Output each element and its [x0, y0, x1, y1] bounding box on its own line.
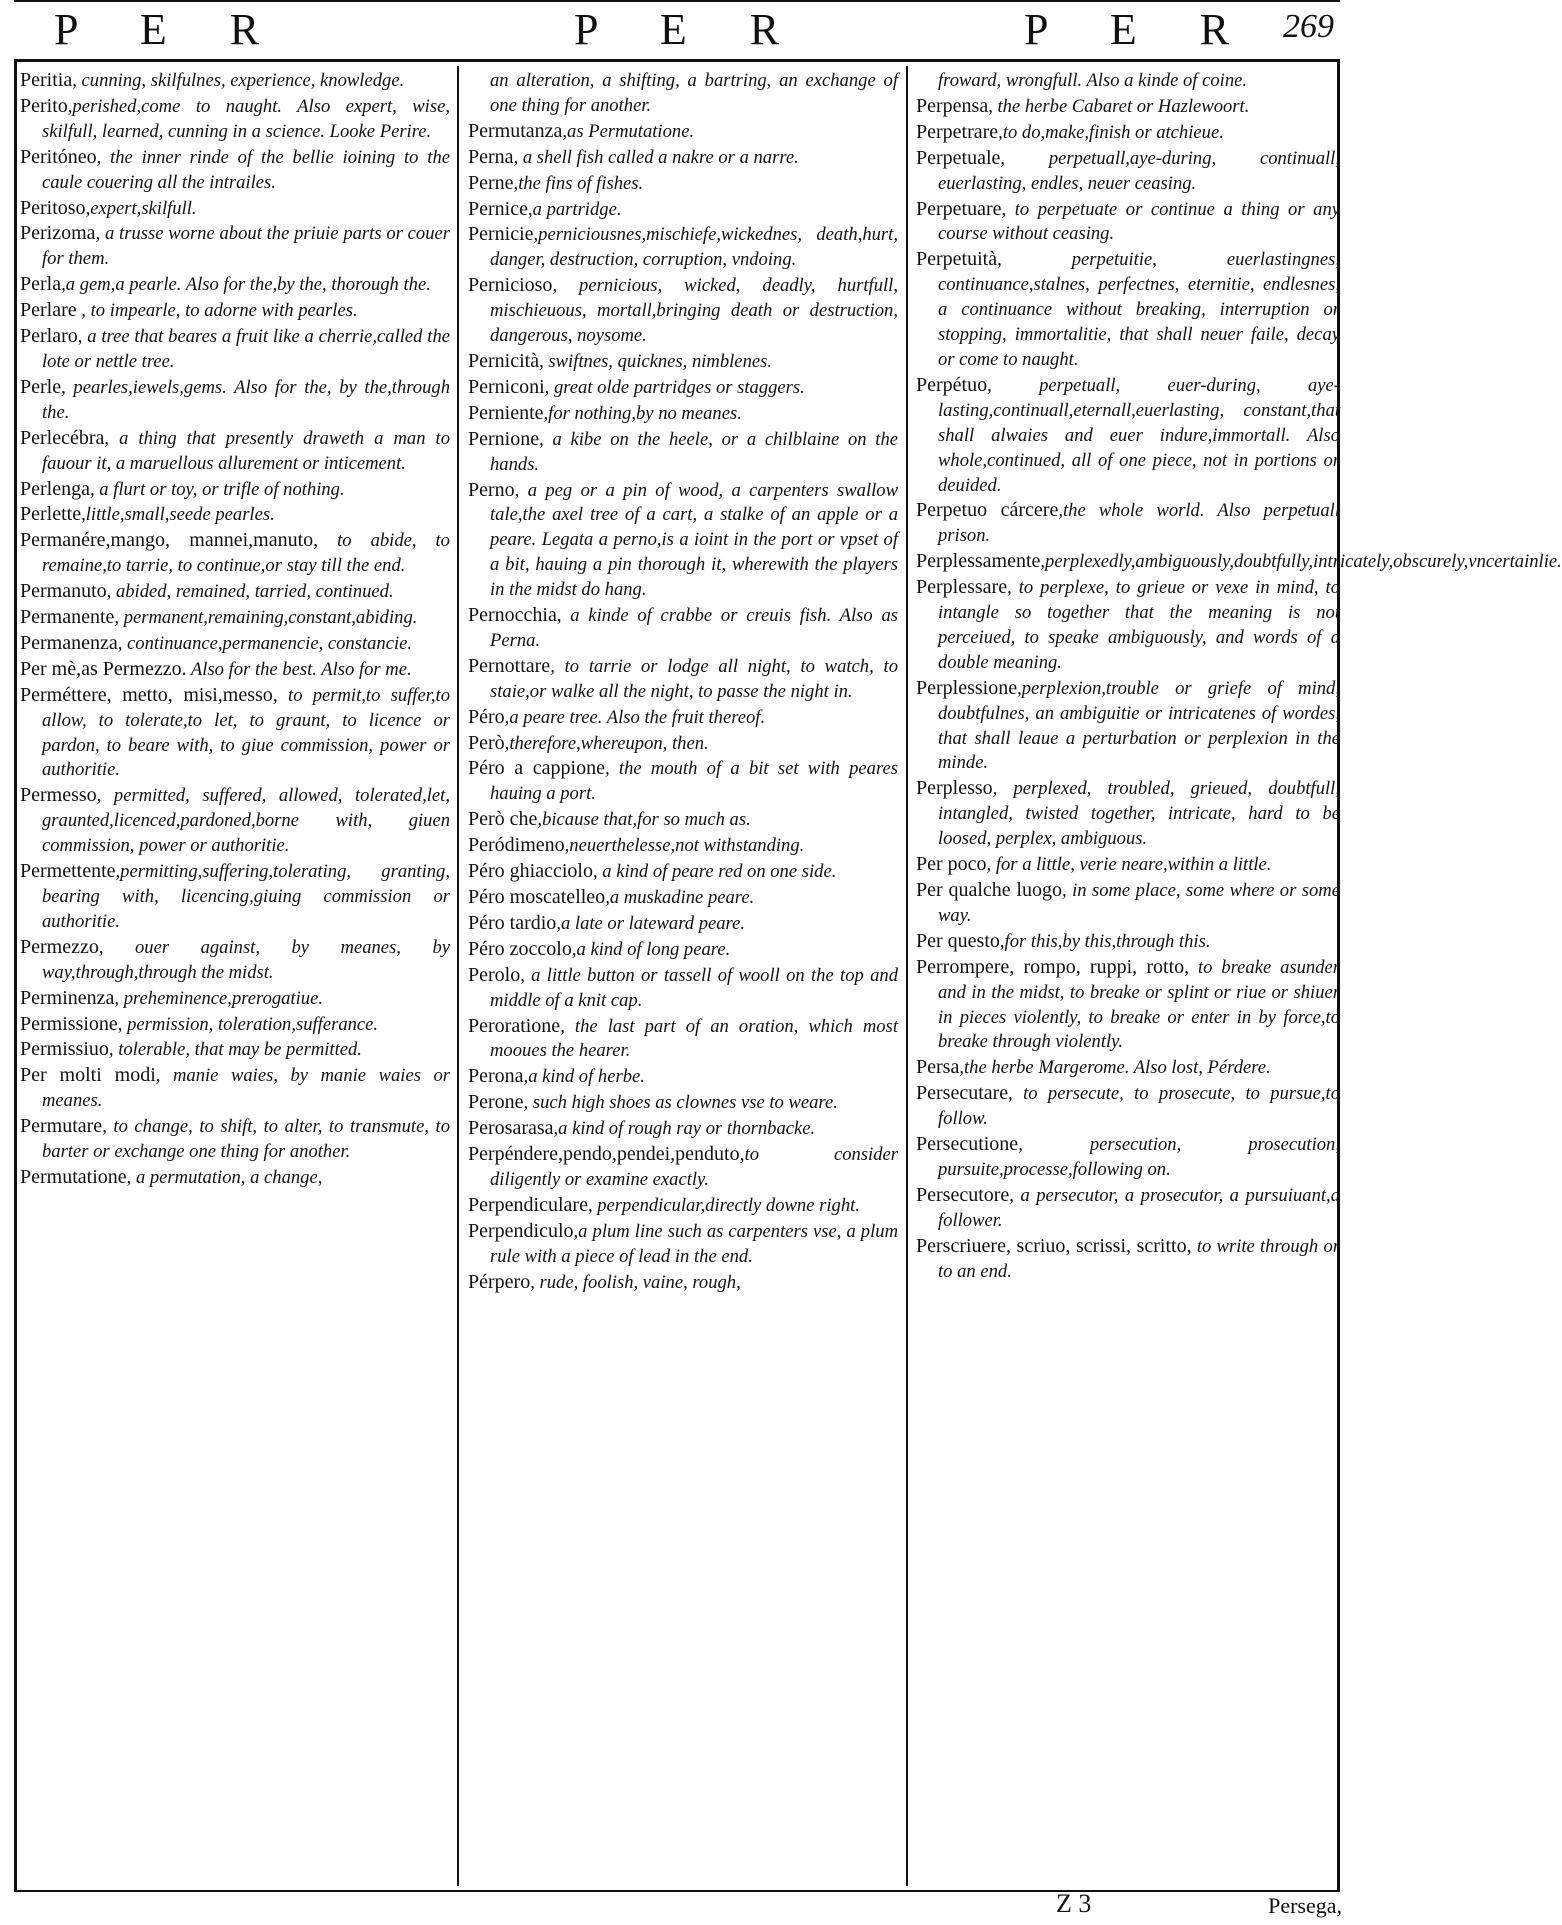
catchword: Persega, [1268, 1893, 1342, 1918]
entry-headword: Perméttere, metto, misi,messo, [20, 683, 278, 706]
dictionary-entry [20, 986, 450, 1012]
entry-definition: ,the whole world. Also perpetuall prison. [938, 500, 1340, 547]
dictionary-entry [20, 1012, 450, 1038]
entry-headword: Perosarasa [468, 1117, 554, 1140]
entry-definition: , a tree that beares a fruit like a cherrie,called the lote or nettle tree. [42, 326, 450, 372]
entry-headword: Perpétuo [916, 373, 988, 396]
entry-headword: Peritoso [20, 196, 86, 219]
entry-definition: , perpetuitie, euerlastingnes, continuance,stalnes, perfectnes, eternitie, endlesnes, a continuance without breaking, interruption or stopping, immortalitie, that shall neuer faile, decay or come to naught. [938, 249, 1340, 370]
entry-definition: , ouer against, by meanes, by way,through,through the midst. [42, 936, 450, 983]
entry-definition: , a trusse worne about the priuie parts or couer for them. [42, 223, 450, 270]
dictionary-entry [20, 605, 450, 631]
entry-definition: , pernicious, wicked, deadly, hurtfull, mischieuous, mortall,bringing death or destruction, dangerous, noysome. [490, 275, 898, 347]
dictionary-entry [20, 502, 450, 528]
dictionary-entry [468, 427, 898, 478]
dictionary-entry [20, 324, 450, 375]
entry-headword: Peritia [20, 69, 73, 91]
dictionary-entry [468, 756, 898, 807]
entry-headword: Pernione [468, 427, 540, 450]
dictionary-entry [20, 272, 450, 298]
entry-headword: Péro zoccolo [468, 937, 572, 960]
entry-headword: Perrompere, rompo, ruppi, rotto, [916, 955, 1190, 978]
entry-headword: Perminenza [20, 986, 115, 1009]
entry-definition: to write through or to an end. [938, 1235, 1340, 1282]
dictionary-entry [468, 68, 898, 119]
entry-headword: Perlaro [20, 325, 78, 348]
dictionary-entry [916, 1234, 1340, 1285]
entry-definition: ,a muskadine peare. [605, 887, 755, 908]
entry-definition: to consider diligently or examine exactly. [490, 1144, 898, 1190]
entry-headword: Perpetuale [916, 146, 1001, 169]
entry-definition: , to change, to shift, to alter, to transmute, to barter or exchange one thing for another. [42, 1116, 450, 1163]
entry-headword: Permanére,mango, mannei,manuto, [20, 529, 319, 552]
entry-definition: , to persecute, to prosecute, to pursue,to follow. [938, 1083, 1340, 1130]
entry-definition: ,a kind of herbe. [523, 1066, 645, 1088]
entry-definition: , a peg or a pin of wood, a carpenters swallow tale,the axel tree of a cart, a stalke of an apple or a peare. Legata a perno,is a ioint in the port or vpset of a bit, hauing a pin thorough it, wherewith the players in the midst do hang. [490, 479, 898, 601]
entry-definition: ,a kind of long peare. [571, 938, 731, 960]
entry-headword: Péro [468, 705, 505, 728]
dictionary-entry [20, 631, 450, 657]
running-header [14, 0, 1340, 62]
dictionary-entry [916, 498, 1340, 549]
dictionary-entry [468, 273, 898, 349]
entry-headword: Perolo [468, 963, 521, 986]
entry-definition: ,a gem,a pearle. Also for the,by the, thorough the. [61, 274, 431, 296]
dictionary-entry [20, 1165, 450, 1191]
entry-definition: ,a late or lateward peare. [556, 912, 745, 934]
dictionary-entry [468, 197, 898, 223]
entry-definition: , in some place, some where or some way. [938, 880, 1340, 926]
dictionary-entry [916, 1183, 1340, 1234]
dictionary-entry [20, 1063, 450, 1114]
dictionary-entry [20, 68, 450, 94]
entry-headword: Persa [916, 1056, 960, 1079]
signature-mark: Z 3 [1056, 1889, 1092, 1918]
entry-headword: Peródimeno [468, 834, 565, 857]
entry-definition: ,neuerthelesse,not withstanding. [564, 835, 805, 857]
entry-headword: Pernicie [468, 223, 534, 246]
entry-headword: Perpendiculare [468, 1193, 588, 1216]
dictionary-entry [20, 145, 450, 196]
entry-headword: Perniconi [468, 375, 545, 398]
dictionary-entry [916, 373, 1340, 499]
dictionary-entry [468, 859, 898, 885]
entry-headword: Però [468, 731, 505, 754]
dictionary-entry [916, 549, 1562, 575]
entry-headword: Perpetuo cárcere [916, 499, 1059, 522]
entry-definition: , great olde partridges or staggers. [544, 376, 805, 398]
entry-definition: ,for nothing,by no meanes. [543, 402, 742, 424]
entry-definition: , perplexed, troubled, grieued, doubtfull, intangled, twisted together, intricate, hard to be loosed, perplex, ambiguous. [938, 778, 1340, 850]
dictionary-entry [20, 1114, 450, 1165]
dictionary-entry [468, 654, 898, 705]
page-number: 269 [1283, 8, 1334, 45]
entry-headword: Permissione [20, 1012, 118, 1035]
dictionary-entry [468, 1142, 898, 1193]
entry-headword: Perne [468, 171, 514, 194]
entry-definition: , a shell fish called a nakre or a narre. [513, 146, 799, 168]
entry-headword: Perlecébra [20, 426, 105, 449]
dictionary-entry [468, 1064, 898, 1090]
dictionary-entry [468, 119, 898, 145]
entry-headword: Perona [468, 1065, 524, 1088]
dictionary-entry [916, 146, 1340, 197]
entry-headword: Pernicità [468, 349, 540, 372]
entry-headword: Pernocchia [468, 604, 557, 627]
entry-definition: , cunning, skilfulnes, experience, knowledge. [72, 70, 405, 91]
entry-definition: ,to do,make,finish or atchieue. [998, 121, 1224, 143]
entry-definition: ,bicause that,for so much as. [537, 809, 751, 831]
entry-definition: , pearles,iewels,gems. Also for the, by the,through the. [42, 376, 450, 423]
entry-headword: Permesso [20, 784, 97, 807]
entry-definition: , rude, foolish, vaine, rough, [530, 1271, 741, 1293]
entry-headword: Per poco [916, 853, 987, 876]
entry-definition: ,a plum line such as carpenters vse, a plum rule with a piece of lead in the end. [490, 1220, 898, 1267]
entry-headword: Permanenza [20, 631, 118, 654]
dictionary-entry [916, 852, 1340, 878]
entry-headword: Permutatione [20, 1165, 127, 1188]
dictionary-entry [916, 1055, 1340, 1081]
column-left [20, 68, 450, 1191]
entry-definition: , continuance,permanencie, constancie. [117, 632, 413, 654]
entry-definition: , abided, remained, tarried, continued. [106, 581, 394, 603]
entry-headword: Peritóneo [20, 145, 97, 168]
entry-definition: , to impearle, to adorne with pearles. [76, 300, 358, 322]
column-rule [457, 66, 459, 1886]
entry-definition: ,a kind of rough ray or thornbacke. [553, 1118, 816, 1140]
dictionary-entry [20, 375, 450, 426]
entry-headword: Perito [20, 94, 68, 117]
dictionary-entry [468, 1270, 898, 1296]
entry-definition: , to perpetuate or continue a thing or any course without ceasing. [938, 198, 1340, 245]
entry-definition: , persecution, prosecution, pursuite,processe,following on. [938, 1134, 1340, 1180]
dictionary-entry [916, 929, 1340, 955]
dictionary-entry [468, 731, 898, 757]
entry-headword: Permutanza [468, 119, 563, 142]
dictionary-entry [20, 196, 450, 222]
dictionary-entry [20, 935, 450, 986]
entry-definition: , to perplexe, to grieue or vexe in mind, to intangle so together that the meaning is not perceiued, to speake ambiguously, and words of a double meaning. [938, 577, 1340, 673]
entry-headword: Per molti modi [20, 1064, 156, 1087]
entry-definition: , swiftnes, quicknes, nimblenes. [539, 350, 772, 372]
entry-headword: Pernottare [468, 654, 551, 677]
entry-definition: , perpetuall, euer-during, aye-lasting,continuall,eternall,euerlasting, constant,that shall alwaies and euer indure,immortall. Also whole,continued, all of one piece, not in portions or deuided. [938, 374, 1340, 496]
dictionary-entry [468, 885, 898, 911]
entry-definition: , manie waies, by manie waies or meanes. [42, 1065, 451, 1112]
entry-headword: Perla [20, 273, 62, 296]
entry-headword: Perizoma [20, 222, 96, 245]
dictionary-entry [20, 859, 450, 935]
entry-headword: Perlette [20, 503, 82, 526]
entry-definition: ,for this,by this,through this. [999, 930, 1211, 952]
entry-headword: Perpendiculo [468, 1219, 574, 1242]
dictionary-entry [916, 955, 1340, 1056]
dictionary-entry [468, 911, 898, 937]
dictionary-entry [468, 807, 898, 833]
entry-definition: Also for the best. Also for me. [186, 658, 412, 680]
entry-definition: to abide, to remaine,to tarrie, to continue,or stay till the end. [42, 530, 450, 577]
entry-headword: Pérpero [468, 1270, 531, 1293]
entry-definition: , a persecutor, a prosecutor, a pursuiuant,a follower. [938, 1184, 1340, 1231]
column-right [916, 68, 1562, 1285]
entry-headword: Perpetuare [916, 197, 1002, 220]
entry-definition: to permit,to suffer,to allow, to tolerate,to let, to graunt, to licence or pardon, to beare with, to giue commission, power or authoritie. [42, 684, 451, 781]
entry-headword: Permissiuo [20, 1038, 109, 1061]
entry-definition: , a permutation, a change, [126, 1166, 323, 1188]
entry-definition: ,perished,come to naught. Also expert, wise, skilfull, learned, cunning in a science. Looke Perire. [42, 95, 450, 142]
entry-headword: Perle [20, 375, 62, 398]
dictionary-entry [916, 68, 1340, 94]
entry-definition: to breake asunder and in the midst, to breake or splint or riue or shiuer in pieces violently, to breake or enter in by force,to breake through violently. [938, 956, 1340, 1053]
entry-definition: ,expert,skilfull. [85, 197, 197, 219]
dictionary-entry [20, 426, 450, 477]
header-left: P E R [54, 5, 286, 54]
entry-definition: , the last part of an oration, which most mooues the hearer. [490, 1015, 898, 1062]
entry-definition: , tolerable, that may be permitted. [108, 1039, 362, 1061]
dictionary-entry [916, 120, 1340, 146]
entry-headword: Perplessamente [916, 550, 1041, 573]
entry-definition: ,perplexedly,ambiguously,doubtfully,intricately,obscurely,vncertainlie. [1040, 551, 1562, 573]
dictionary-entry [916, 94, 1340, 120]
dictionary-entry [916, 776, 1340, 852]
entry-definition: ,perniciousnes,mischiefe,wickednes, death,hurt, danger, destruction, corruption, vndoing. [490, 224, 898, 271]
entry-definition: , a thing that presently draweth a man to fauour it, a maruellous allurement or inticement. [42, 427, 450, 474]
entry-headword: Persecutore [916, 1183, 1010, 1206]
entry-headword: Permezzo [20, 935, 99, 958]
entry-headword: Perpensa [916, 94, 989, 117]
entry-definition: , preheminence,prerogatiue. [114, 987, 324, 1009]
dictionary-entry [468, 1219, 898, 1270]
entry-headword: Per questo [916, 929, 1000, 952]
entry-headword: Persecutione [916, 1133, 1019, 1156]
dictionary-entry [20, 477, 450, 503]
dictionary-entry [916, 247, 1340, 373]
dictionary-entry [916, 878, 1340, 929]
entry-definition: ,permitting,suffering,tolerating, granting, bearing with, licencing,giuing commission or authoritie. [42, 861, 450, 932]
dictionary-entry [20, 1037, 450, 1063]
entry-headword: Perscriuere, scriuo, scrissi, scritto, [916, 1234, 1192, 1257]
dictionary-entry [468, 963, 898, 1014]
dictionary-entry [916, 575, 1340, 676]
entry-headword: Permanuto [20, 580, 107, 603]
entry-headword: Pernicioso [468, 274, 553, 297]
entry-headword: Pernice [468, 197, 528, 220]
entry-definition: , permanent,remaining,constant,abiding. [114, 607, 418, 629]
entry-headword: Permutare [20, 1115, 103, 1138]
dictionary-entry [20, 94, 450, 145]
entry-definition: , permission, toleration,sufferance. [117, 1013, 379, 1035]
dictionary-entry [20, 221, 450, 272]
entry-headword: Perniente [468, 401, 544, 424]
dictionary-entry [20, 579, 450, 605]
dictionary-entry [468, 937, 898, 963]
dictionary-entry [20, 783, 450, 859]
dictionary-entry [468, 478, 898, 604]
entry-definition: , such high shoes as clownes vse to weare. [523, 1092, 838, 1114]
entry-definition: , perpetuall,aye-during, continuall, euerlasting, endles, neuer ceasing. [938, 147, 1340, 194]
entry-definition: ,a partridge. [527, 198, 622, 220]
entry-headword: Però che [468, 808, 538, 831]
dictionary-entry [468, 833, 898, 859]
entry-definition: , to tarrie or lodge all night, to watch, to staie,or walke all the night, to passe the night in. [490, 655, 898, 702]
entry-definition: ,the fins of fishes. [513, 172, 644, 194]
entry-headword: Per qualche luogo [916, 879, 1062, 901]
entry-definition: , the mouth of a bit set with peares hauing a port. [490, 758, 898, 805]
dictionary-entry [468, 1090, 898, 1116]
entry-definition: , the herbe Cabaret or Hazlewoort. [988, 95, 1250, 117]
entry-headword: Péro a cappione [468, 757, 605, 780]
entry-definition: , permitted, suffered, allowed, tolerated,let, graunted,licenced,pardoned,borne with, giuen commission, power or authoritie. [42, 785, 450, 857]
entry-headword: Perone [468, 1091, 524, 1114]
dictionary-entry [20, 683, 450, 784]
entry-definition: , perpendicular,directly downe right. [587, 1194, 860, 1216]
entry-definition: , for a little, verie neare,within a little. [986, 854, 1272, 876]
entry-headword: Perplessare [916, 576, 1008, 599]
entry-headword: Péro tardio [468, 911, 557, 934]
entry-definition: , a kibe on the heele, or a chilblaine on the hands. [490, 428, 898, 475]
dictionary-entry [916, 197, 1340, 248]
entry-headword: Perna [468, 145, 514, 168]
entry-definition: an alteration, a shifting, a bartring, an exchange of one thing for another. [490, 70, 898, 116]
entry-headword: Persecutare [916, 1082, 1009, 1105]
dictionary-entry [468, 603, 898, 654]
entry-definition: ,perplexion,trouble or griefe of mind, doubtfulnes, an ambiguitie or intricatenes of wordes, that shall leaue a perturbation or perplexion in the minde. [938, 677, 1340, 774]
dictionary-entry [468, 349, 898, 375]
column-rule [906, 66, 908, 1886]
dictionary-entry [468, 705, 898, 731]
entry-definition: , a kinde of crabbe or creuis fish. Also as Perna. [490, 605, 898, 651]
entry-definition: ,as Permutatione. [562, 120, 695, 142]
header-center: P E R [574, 5, 806, 54]
header-right: P E R [1024, 5, 1256, 54]
dictionary-entry [468, 171, 898, 197]
entry-definition: , the inner rinde of the bellie ioining to the caule couering all the intrailes. [42, 146, 450, 193]
dictionary-entry [916, 676, 1340, 777]
entry-headword: Peroratione [468, 1014, 561, 1037]
entry-definition: , a flurt or toy, or trifle of nothing. [89, 478, 345, 500]
dictionary-entry [468, 145, 898, 171]
dictionary-entry [916, 1132, 1340, 1183]
entry-headword: Perpetrare [916, 120, 999, 143]
entry-headword: Perpetuità [916, 248, 998, 271]
dictionary-entry [468, 401, 898, 427]
dictionary-entry [20, 528, 450, 579]
entry-headword: Perlare [20, 299, 77, 322]
column-middle [468, 68, 898, 1296]
dictionary-entry [20, 657, 450, 683]
entry-definition: ,therefore,whereupon, then. [504, 732, 709, 754]
dictionary-entry [20, 298, 450, 324]
entry-headword: Perplesso [916, 777, 993, 800]
entry-headword: Péro ghiacciolo [468, 860, 593, 883]
entry-definition: ,the herbe Margerome. Also lost, Pérdere. [959, 1057, 1271, 1079]
entry-definition: ,a peare tree. Also the fruit thereof. [504, 706, 766, 728]
entry-headword: Perlenga [20, 477, 90, 500]
dictionary-entry [468, 222, 898, 273]
entry-definition: ,little,small,seede pearles. [81, 504, 275, 526]
dictionary-entry [916, 1081, 1340, 1132]
dictionary-entry [468, 1193, 898, 1219]
dictionary-entry [468, 1116, 898, 1142]
entry-headword: Perplessione [916, 676, 1018, 699]
entry-headword: Péro moscatelleo [468, 886, 606, 908]
entry-headword: Perno [468, 478, 515, 501]
entry-headword: Perpéndere,pendo,pendei,penduto, [468, 1143, 745, 1166]
dictionary-entry [468, 375, 898, 401]
dictionary-entry [468, 1014, 898, 1065]
entry-definition: froward, wrongfull. Also a kinde of coine. [938, 70, 1248, 91]
entry-definition: , a kind of peare red on one side. [592, 861, 837, 883]
entry-headword: Permanente [20, 606, 115, 629]
entry-headword: Per mè,as Permezzo. [20, 657, 187, 680]
entry-headword: Permettente [20, 860, 116, 883]
entry-definition: , a little button or tassell of wooll on the top and middle of a knit cap. [490, 964, 898, 1011]
